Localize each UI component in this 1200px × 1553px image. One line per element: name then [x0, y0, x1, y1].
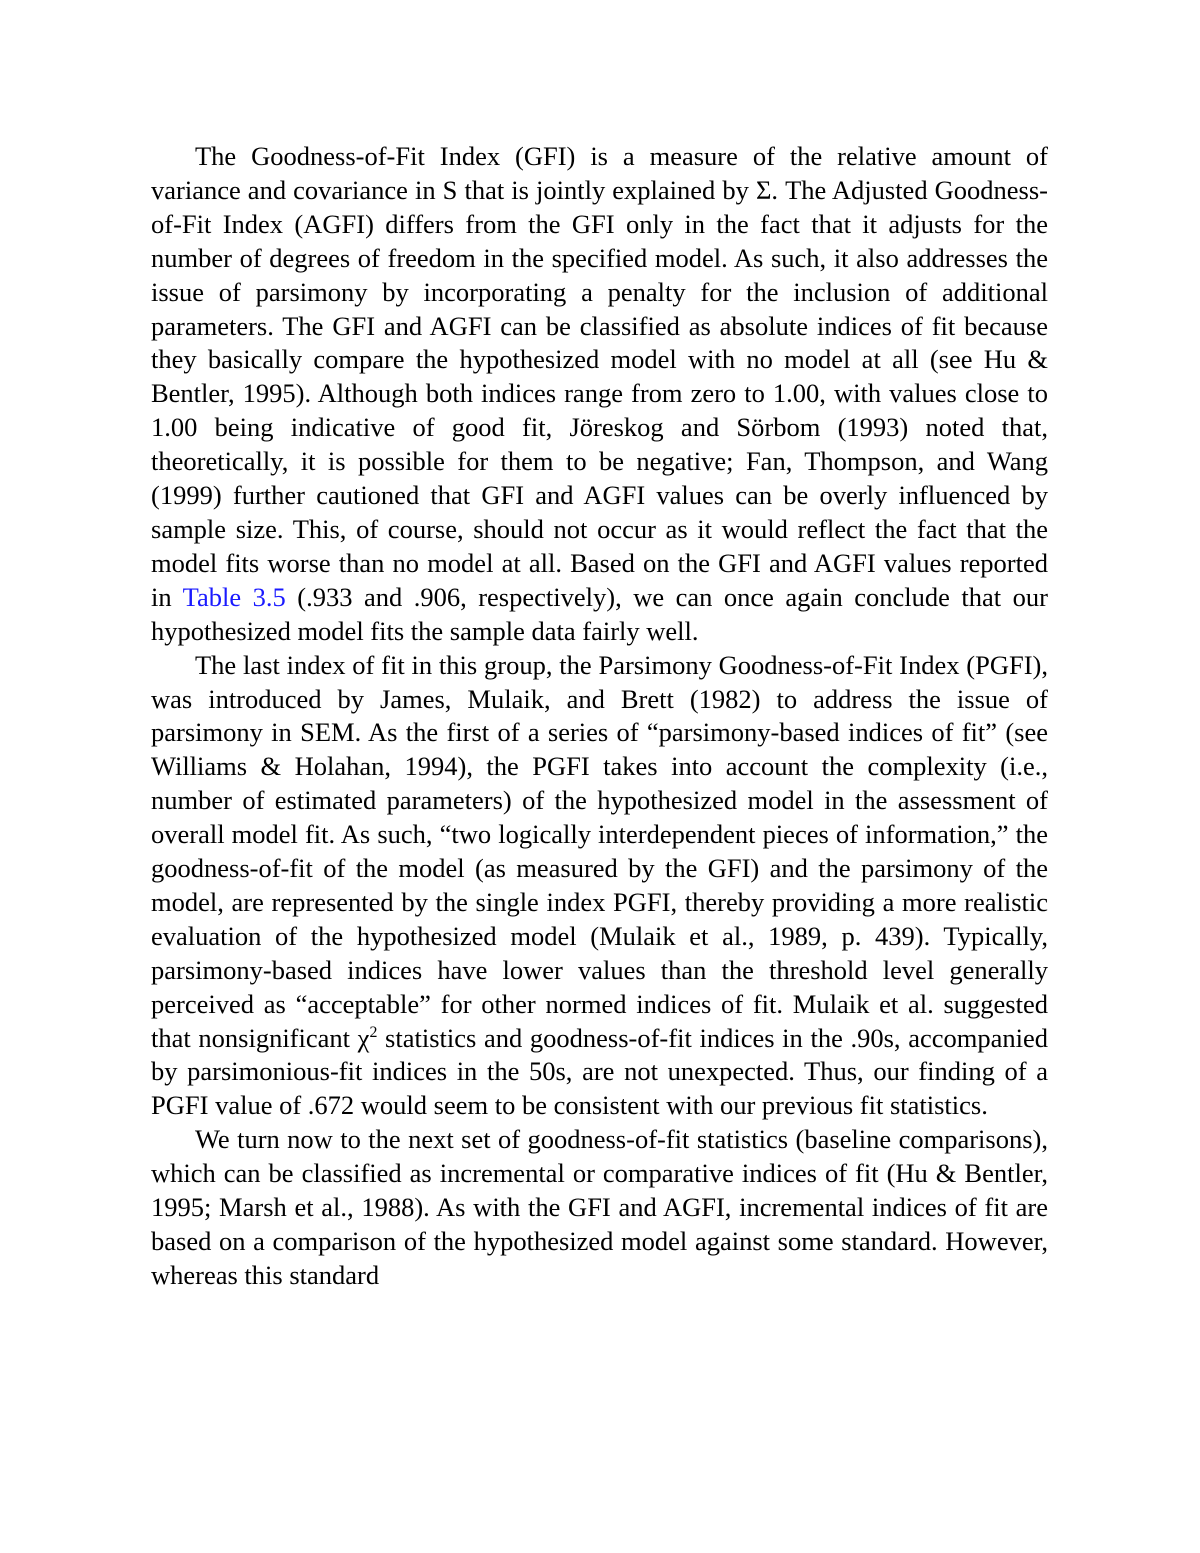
paragraph-pgfi [151, 649, 1048, 1124]
paragraph-pgfi-text-start: The last index of fit in this group, the Parsimony Goodness-of-Fit Index (PGFI), was introduced by James, Mulaik, and Brett (1982) to address the issue of parsimony in SEM. As the first of a series of “parsimony-based indices of fit” (see Williams & Holahan, 1994), the PGFI takes into account the complexity (i.e., number of estimated parameters) of the hypothesized model in the assessment of overall model fit. As such, “two logically interdependent pieces of information,” the goodness-of-fit of the model (as measured by the GFI) and the parsimony of the model, are represented by the single index PGFI, thereby providing a more realistic evaluation of the hypothesized model (Mulaik et al., 1989, p. 439). Typically, parsimony-based indices have lower values than the threshold level generally perceived as “acceptable” for other normed indices of fit. Mulaik et al. suggested that nonsignificant [151, 649, 1048, 1053]
chi-symbol: χ [357, 1022, 370, 1053]
paragraph-gfi-text-end: (.933 and .906, respectively), we can once again conclude that our hypothesized model fits the sample data fairly well. [151, 581, 1048, 646]
paragraph-gfi-text-start: The Goodness-of-Fit Index (GFI) is a measure of the relative amount of variance and covariance in S that is jointly explained by Σ. The Adjusted Goodness-of-Fit Index (AGFI) differs from the GFI only in the fact that it adjusts for the number of degrees of freedom in the specified model. As such, it also addresses the issue of parsimony by incorporating a penalty for the inclusion of additional parameters. The GFI and AGFI can be classified as absolute indices of fit because they basically compare the hypothesized model with no model at all (see Hu & Bentler, 1995). Although both indices range from zero to 1.00, with values close to 1.00 being indicative of good fit, Jöreskog and Sörbom (1993) noted that, theoretically, it is possible for them to be negative; Fan, Thompson, and Wang (1999) further cautioned that GFI and AGFI values can be overly influenced by sample size. This, of course, should not occur as it would reflect the fact that the model fits worse than no model at all. Based on the GFI and AGFI values reported in [151, 141, 1048, 612]
paragraph-gfi-agfi [151, 140, 1048, 649]
table-3-5-link[interactable]: Table 3.5 [182, 581, 286, 612]
paragraph-incremental-indices: We turn now to the next set of goodness-of-fit statistics (baseline comparisons), which can be classified as incremental or comparative indices of fit (Hu & Bentler, 1995; Marsh et al., 1988). As with the GFI and AGFI, incremental indices of fit are based on a comparison of the hypothesized model against some standard. However, whereas this standard [151, 1124, 1048, 1290]
chi-superscript: 2 [369, 1023, 378, 1041]
paragraph-pgfi-text-end: statistics and goodness-of-fit indices in the .90s, accompanied by parsimonious-fit indices in the 50s, are not unexpected. Thus, our finding of a PGFI value of .672 would seem to be consistent with our previous fit statistics. [151, 1022, 1048, 1121]
document-page [151, 140, 1048, 1293]
